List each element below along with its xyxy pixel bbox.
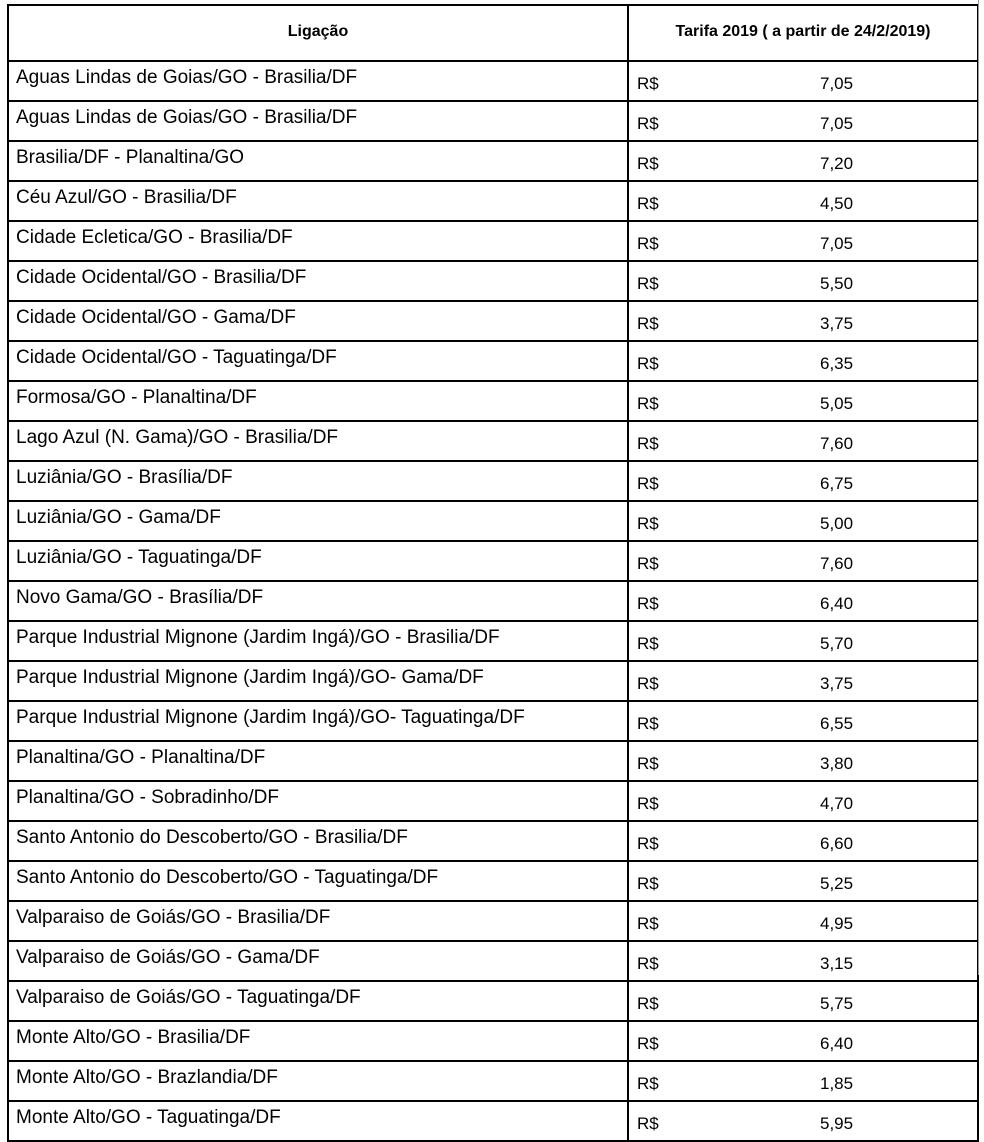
currency-label: R$ [637, 514, 659, 533]
fare-cell[interactable] [628, 461, 978, 501]
table-row [8, 541, 978, 581]
currency-label: R$ [637, 354, 659, 373]
fare-value: 6,40 [820, 594, 854, 613]
fare-value: 3,15 [820, 954, 854, 973]
fare-cell[interactable] [628, 1021, 978, 1061]
fare-value: 5,50 [820, 274, 854, 293]
route-cell[interactable]: Planaltina/GO - Planaltina/DF [8, 741, 628, 781]
fare-value: 1,85 [820, 1074, 854, 1093]
header-row [8, 5, 978, 61]
fare-value: 5,75 [820, 994, 854, 1013]
header-fare[interactable]: Tarifa 2019 ( a partir de 24/2/2019) [628, 5, 978, 61]
fare-cell-content [629, 782, 977, 814]
fare-cell-content [629, 742, 977, 774]
fare-cell-content [629, 702, 977, 734]
fare-cell-content [629, 1022, 977, 1054]
table-row [8, 221, 978, 261]
fare-value: 7,05 [820, 74, 854, 93]
fare-value: 7,05 [820, 234, 854, 253]
fare-cell-content [629, 582, 977, 614]
route-cell[interactable]: Cidade Ocidental/GO - Brasilia/DF [8, 261, 628, 301]
fare-cell-content [629, 382, 977, 414]
table-row [8, 1021, 978, 1061]
fare-cell[interactable] [628, 541, 978, 581]
route-cell[interactable]: Novo Gama/GO - Brasília/DF [8, 581, 628, 621]
table-row [8, 741, 978, 781]
currency-label: R$ [637, 674, 659, 693]
fare-cell[interactable] [628, 501, 978, 541]
fare-cell-content [629, 822, 977, 854]
route-cell[interactable]: Valparaiso de Goiás/GO - Gama/DF [8, 941, 628, 981]
fare-cell[interactable] [628, 701, 978, 741]
route-cell[interactable]: Luziânia/GO - Gama/DF [8, 501, 628, 541]
currency-label: R$ [637, 274, 659, 293]
fare-value: 7,60 [820, 554, 854, 573]
route-cell[interactable]: Planaltina/GO - Sobradinho/DF [8, 781, 628, 821]
currency-label: R$ [637, 834, 659, 853]
currency-label: R$ [637, 874, 659, 893]
table-row [8, 941, 978, 981]
fare-cell-content [629, 1062, 977, 1094]
fare-value: 6,35 [820, 354, 854, 373]
currency-label: R$ [637, 474, 659, 493]
currency-label: R$ [637, 74, 659, 93]
fare-cell[interactable] [628, 141, 978, 181]
route-cell[interactable]: Monte Alto/GO - Brazlandia/DF [8, 1061, 628, 1101]
fare-value: 4,70 [820, 794, 854, 813]
fare-cell[interactable] [628, 821, 978, 861]
fare-value: 7,05 [820, 114, 854, 133]
fare-cell-content [629, 102, 977, 134]
currency-label: R$ [637, 234, 659, 253]
fare-cell-content [629, 542, 977, 574]
route-cell[interactable]: Parque Industrial Mignone (Jardim Ingá)/GO- Gama/DF [8, 661, 628, 701]
currency-label: R$ [637, 994, 659, 1013]
currency-label: R$ [637, 394, 659, 413]
fare-value: 5,25 [820, 874, 854, 893]
currency-label: R$ [637, 314, 659, 333]
table-row [8, 381, 978, 421]
fare-cell[interactable] [628, 301, 978, 341]
fare-cell-content [629, 62, 977, 94]
currency-label: R$ [637, 794, 659, 813]
route-cell[interactable]: Luziânia/GO - Taguatinga/DF [8, 541, 628, 581]
route-cell[interactable]: Lago Azul (N. Gama)/GO - Brasilia/DF [8, 421, 628, 461]
fare-value: 6,60 [820, 834, 854, 853]
fare-cell-content [629, 422, 977, 454]
fare-value: 3,75 [820, 314, 854, 333]
table-row [8, 1061, 978, 1101]
fare-value: 5,00 [820, 514, 854, 533]
fare-cell[interactable] [628, 741, 978, 781]
table-row [8, 661, 978, 701]
route-cell[interactable]: Aguas Lindas de Goias/GO - Brasilia/DF [8, 61, 628, 101]
fare-cell[interactable] [628, 381, 978, 421]
fare-value: 4,50 [820, 194, 854, 213]
fare-cell[interactable] [628, 261, 978, 301]
fare-table [7, 4, 979, 1142]
route-cell[interactable]: Aguas Lindas de Goias/GO - Brasilia/DF [8, 101, 628, 141]
currency-label: R$ [637, 1074, 659, 1093]
fare-cell-content [629, 462, 977, 494]
fare-cell-content [629, 342, 977, 374]
table-row [8, 421, 978, 461]
fare-cell[interactable] [628, 221, 978, 261]
fare-cell[interactable] [628, 181, 978, 221]
fare-cell[interactable] [628, 341, 978, 381]
table-row [8, 141, 978, 181]
fare-cell-content [629, 982, 977, 1014]
fare-cell-content [629, 502, 977, 534]
currency-label: R$ [637, 1114, 659, 1133]
fare-cell-content [629, 302, 977, 334]
sheet-edge-divider [978, 0, 979, 975]
currency-label: R$ [637, 114, 659, 133]
table-row [8, 1101, 978, 1141]
route-cell[interactable]: Parque Industrial Mignone (Jardim Ingá)/GO- Taguatinga/DF [8, 701, 628, 741]
currency-label: R$ [637, 594, 659, 613]
route-cell[interactable]: Cidade Ocidental/GO - Gama/DF [8, 301, 628, 341]
table-row [8, 341, 978, 381]
table-row [8, 181, 978, 221]
fare-cell[interactable] [628, 61, 978, 101]
fare-cell[interactable] [628, 981, 978, 1021]
fare-cell[interactable] [628, 661, 978, 701]
currency-label: R$ [637, 634, 659, 653]
fare-cell-content [629, 902, 977, 934]
fare-cell[interactable] [628, 781, 978, 821]
fare-cell[interactable] [628, 941, 978, 981]
route-cell[interactable]: Valparaiso de Goiás/GO - Brasilia/DF [8, 901, 628, 941]
fare-cell-content [629, 942, 977, 974]
route-cell[interactable]: Monte Alto/GO - Brasilia/DF [8, 1021, 628, 1061]
table-row [8, 621, 978, 661]
route-cell[interactable]: Santo Antonio do Descoberto/GO - Brasilia/DF [8, 821, 628, 861]
fare-value: 7,20 [820, 154, 854, 173]
header-route[interactable]: Ligação [8, 5, 628, 61]
currency-label: R$ [637, 554, 659, 573]
currency-label: R$ [637, 914, 659, 933]
route-cell[interactable]: Luziânia/GO - Brasília/DF [8, 461, 628, 501]
fare-cell-content [629, 182, 977, 214]
fare-cell[interactable] [628, 1061, 978, 1101]
route-cell[interactable]: Monte Alto/GO - Taguatinga/DF [8, 1101, 628, 1141]
fare-value: 6,40 [820, 1034, 854, 1053]
fare-value: 5,95 [820, 1114, 854, 1133]
table-row [8, 701, 978, 741]
fare-cell-content [629, 862, 977, 894]
table-row [8, 261, 978, 301]
table-row [8, 781, 978, 821]
route-cell[interactable]: Parque Industrial Mignone (Jardim Ingá)/GO - Brasilia/DF [8, 621, 628, 661]
currency-label: R$ [637, 154, 659, 173]
table-row [8, 981, 978, 1021]
fare-value: 5,70 [820, 634, 854, 653]
fare-cell-content [629, 262, 977, 294]
currency-label: R$ [637, 1034, 659, 1053]
fare-cell[interactable] [628, 861, 978, 901]
fare-table-body [8, 61, 978, 1141]
currency-label: R$ [637, 194, 659, 213]
route-cell[interactable]: Brasilia/DF - Planaltina/GO [8, 141, 628, 181]
fare-cell[interactable] [628, 421, 978, 461]
fare-value: 3,80 [820, 754, 854, 773]
fare-cell-content [629, 622, 977, 654]
table-row [8, 101, 978, 141]
table-row [8, 301, 978, 341]
fare-cell[interactable] [628, 101, 978, 141]
route-cell[interactable]: Céu Azul/GO - Brasilia/DF [8, 181, 628, 221]
table-row [8, 61, 978, 101]
currency-label: R$ [637, 434, 659, 453]
fare-cell[interactable] [628, 581, 978, 621]
table-row [8, 901, 978, 941]
fare-cell[interactable] [628, 1101, 978, 1141]
fare-value: 3,75 [820, 674, 854, 693]
fare-cell-content [629, 222, 977, 254]
fare-value: 6,75 [820, 474, 854, 493]
fare-value: 6,55 [820, 714, 854, 733]
route-cell[interactable]: Santo Antonio do Descoberto/GO - Taguatinga/DF [8, 861, 628, 901]
table-row [8, 861, 978, 901]
table-row [8, 461, 978, 501]
table-row [8, 581, 978, 621]
fare-cell-content [629, 662, 977, 694]
fare-cell-content [629, 1102, 977, 1134]
fare-value: 4,95 [820, 914, 854, 933]
table-row [8, 501, 978, 541]
currency-label: R$ [637, 714, 659, 733]
route-cell[interactable]: Cidade Ecletica/GO - Brasilia/DF [8, 221, 628, 261]
route-cell[interactable]: Formosa/GO - Planaltina/DF [8, 381, 628, 421]
table-row [8, 821, 978, 861]
route-cell[interactable]: Valparaiso de Goiás/GO - Taguatinga/DF [8, 981, 628, 1021]
fare-value: 7,60 [820, 434, 854, 453]
route-cell[interactable]: Cidade Ocidental/GO - Taguatinga/DF [8, 341, 628, 381]
currency-label: R$ [637, 954, 659, 973]
fare-cell[interactable] [628, 901, 978, 941]
fare-value: 5,05 [820, 394, 854, 413]
currency-label: R$ [637, 754, 659, 773]
fare-cell-content [629, 142, 977, 174]
fare-cell[interactable] [628, 621, 978, 661]
